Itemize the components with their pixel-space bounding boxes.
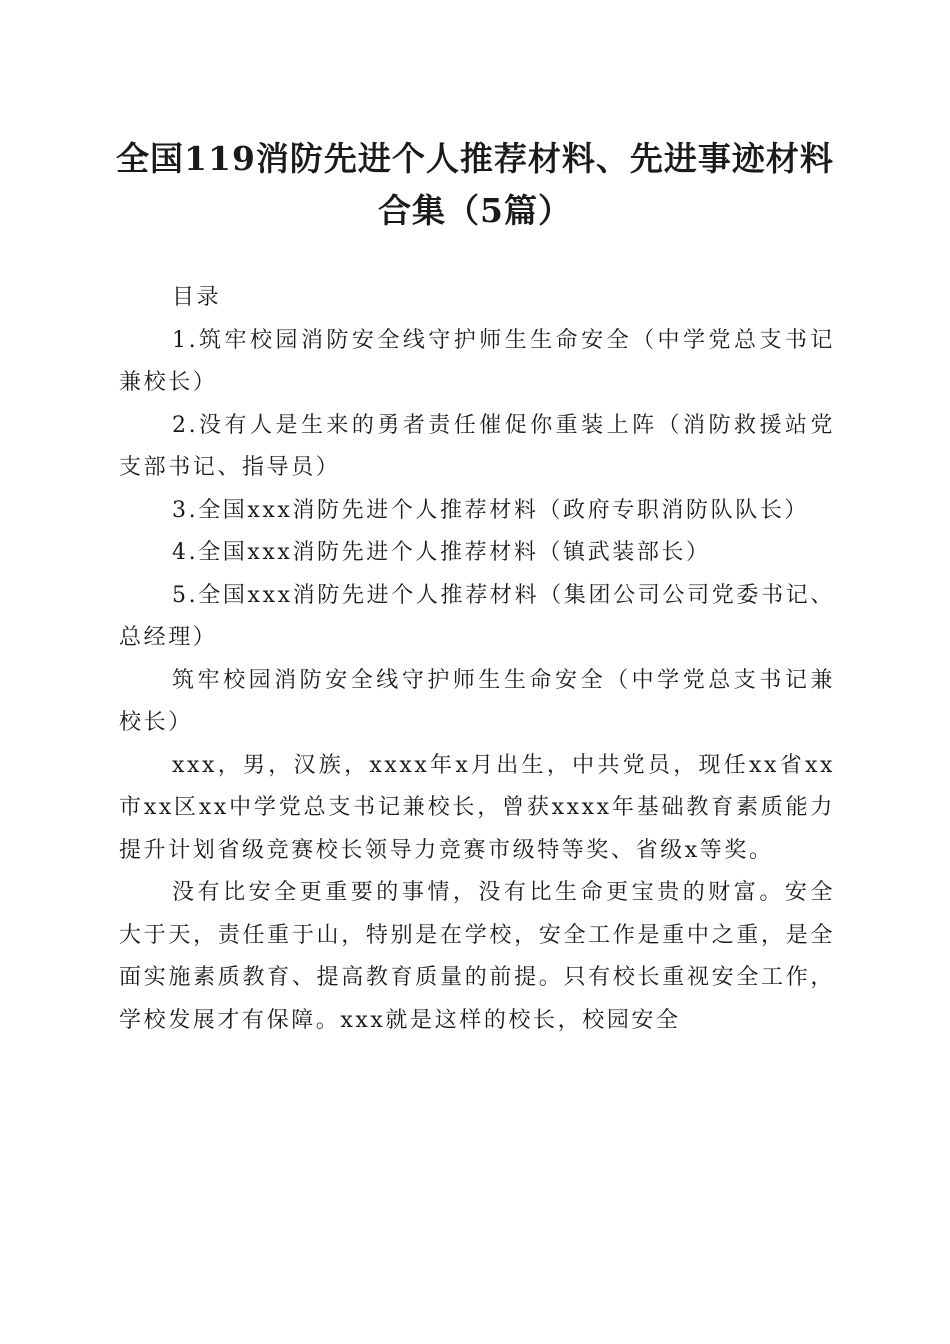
toc-item-5: 5.全国xxx消防先进个人推荐材料（集团公司公司党委书记、总经理） xyxy=(119,582,835,650)
toc-heading: 目录 xyxy=(172,285,222,310)
paragraph-1: xxx，男，汉族，xxxx年x月出生，中共党员，现任xx省xx市xx区xx中学党总支书记兼校长，曾获xxxx年基础教育素质能力提升计划省级竞赛校长领导力竞赛市级特等奖、省级x等奖。 xyxy=(119,752,835,863)
document-body xyxy=(119,277,835,1042)
toc-item-2: 2.没有人是生来的勇者责任催促你重装上阵（消防救援站党支部书记、指导员） xyxy=(119,412,835,480)
toc-item-4: 4.全国xxx消防先进个人推荐材料（镇武装部长） xyxy=(172,540,711,565)
document-title: 全国119消防先进个人推荐材料、先进事迹材料合集（5篇） xyxy=(116,139,834,230)
paragraph-2: 没有比安全更重要的事情，没有比生命更宝贵的财富。安全大于天，责任重于山，特别是在学校，安全工作是重中之重，是全面实施素质教育、提高教育质量的前提。只有校长重视安全工作，学校发展才有保障。xxx就是这样的校长，校园安全 xyxy=(119,880,835,1033)
section-heading: 筑牢校园消防安全线守护师生生命安全（中学党总支书记兼校长） xyxy=(119,667,835,735)
toc-item-3: 3.全国xxx消防先进个人推荐材料（政府专职消防队队长） xyxy=(172,497,810,523)
toc-item-1: 1.筑牢校园消防安全线守护师生生命安全（中学党总支书记兼校长） xyxy=(119,327,835,395)
